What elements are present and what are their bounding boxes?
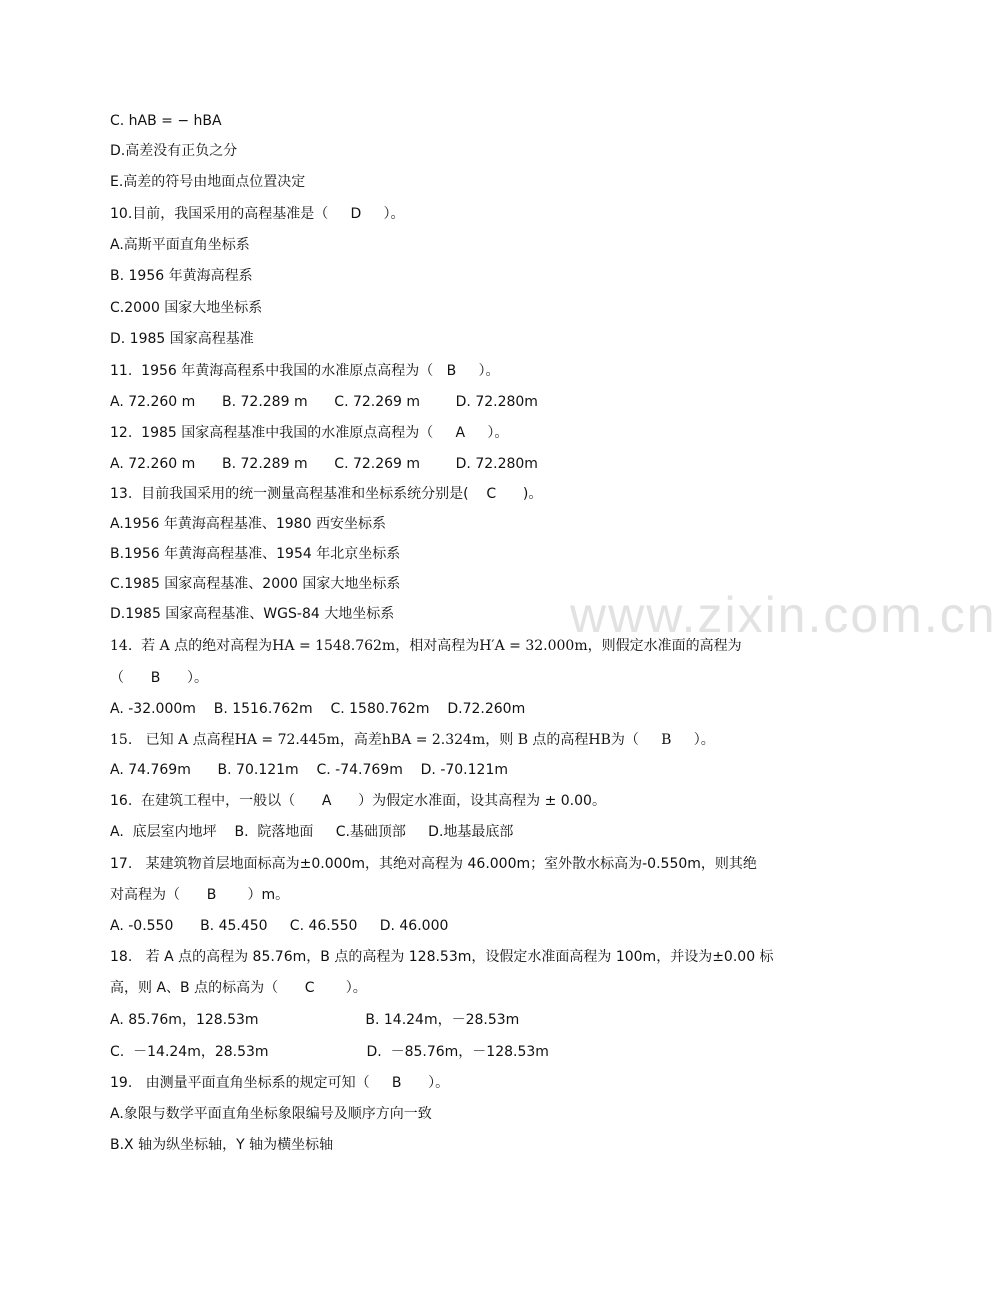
option-line: A. 底层室内地坪 B. 院落地面 C.基础顶部 D.地基最底部 [110, 824, 514, 840]
question-line: 高，则 A、B 点的标高为（ C ）。 [110, 980, 367, 996]
text-line: E.高差的符号由地面点位置决定 [110, 174, 306, 190]
option-line: D.1985 国家高程基准、WGS-84 大地坐标系 [110, 606, 395, 622]
option-line: C. －14.24m，28.53m D. －85.76m，－128.53m [110, 1044, 549, 1060]
option-line: B.1956 年黄海高程基准、1954 年北京坐标系 [110, 546, 401, 562]
option-line: B. 1956 年黄海高程系 [110, 268, 253, 284]
option-line: A. 85.76m，128.53m B. 14.24m，－28.53m [110, 1012, 520, 1028]
text-line: D.高差没有正负之分 [110, 143, 238, 159]
question-line: 10.目前，我国采用的高程基准是（ D ）。 [110, 206, 405, 222]
option-line: A. -0.550 B. 45.450 C. 46.550 D. 46.000 [110, 918, 449, 934]
option-line: A.高斯平面直角坐标系 [110, 237, 250, 253]
option-line: A. 72.260 m B. 72.289 m C. 72.269 m D. 72.280m [110, 456, 538, 472]
option-line: A. 72.260 m B. 72.289 m C. 72.269 m D. 72.280m [110, 394, 538, 410]
text-line: C. hAB = − hBA [110, 113, 222, 129]
option-line: B.X 轴为纵坐标轴，Y 轴为横坐标轴 [110, 1137, 334, 1153]
question-line: 11. 1956 年黄海高程系中我国的水准原点高程为（ B ）。 [110, 363, 500, 379]
option-line: A. 74.769m B. 70.121m C. -74.769m D. -70.121m [110, 762, 508, 778]
option-line: A. -32.000m B. 1516.762m C. 1580.762m D.72.260m [110, 701, 526, 717]
option-line: A.象限与数学平面直角坐标象限编号及顺序方向一致 [110, 1106, 432, 1122]
question-line: 14. 若 A 点的绝对高程为HA = 1548.762m，相对高程为H′A = 32.000m，则假定水准面的高程为 [110, 638, 742, 654]
question-line: 17. 某建筑物首层地面标高为±0.000m，其绝对高程为 46.000m；室外散水标高为-0.550m，则其绝 [110, 856, 757, 872]
option-line: A.1956 年黄海高程基准、1980 西安坐标系 [110, 516, 386, 532]
question-line: （ B ）。 [110, 670, 209, 686]
question-line: 15. 已知 A 点高程HA = 72.445m，高差hBA = 2.324m，则 B 点的高程HB为（ B ）。 [110, 732, 715, 748]
question-line: 18. 若 A 点的高程为 85.76m，B 点的高程为 128.53m，设假定水准面高程为 100m，并设为±0.00 标 [110, 949, 774, 965]
option-line: C.2000 国家大地坐标系 [110, 300, 263, 316]
option-line: D. 1985 国家高程基准 [110, 331, 254, 347]
question-line: 12. 1985 国家高程基准中我国的水准原点高程为（ A ）。 [110, 425, 509, 441]
question-line: 19. 由测量平面直角坐标系的规定可知（ B ）。 [110, 1075, 450, 1091]
watermark: www.zixin.com.cn [570, 587, 997, 643]
question-line: 对高程为（ B ）m。 [110, 887, 290, 903]
question-line: 16. 在建筑工程中，一般以（ A ）为假定水准面，设其高程为 ± 0.00。 [110, 793, 606, 809]
option-line: C.1985 国家高程基准、2000 国家大地坐标系 [110, 576, 401, 592]
question-line: 13. 目前我国采用的统一测量高程基准和坐标系统分别是( C )。 [110, 486, 543, 502]
